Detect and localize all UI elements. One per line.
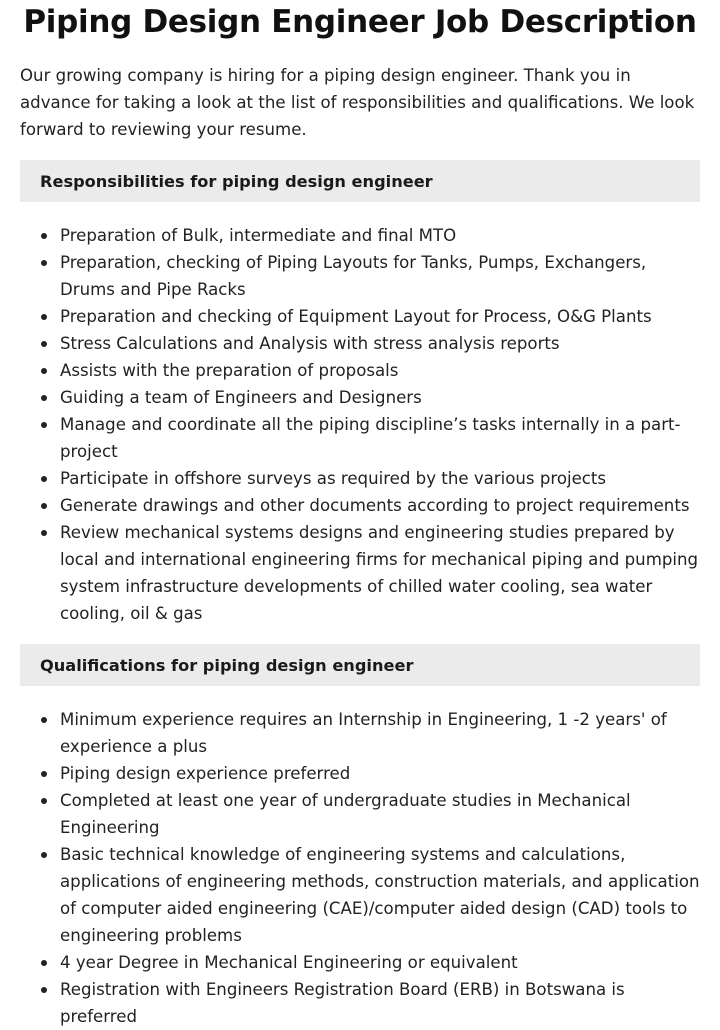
- bullet-icon: [41, 395, 47, 401]
- list-item-text: Assists with the preparation of proposals: [60, 361, 399, 380]
- bullet-icon: [41, 987, 47, 993]
- bullet-icon: [41, 476, 47, 482]
- list-item-text: Preparation, checking of Piping Layouts for Tanks, Pumps, Exchangers, Drums and Pipe Racks: [60, 253, 647, 299]
- list-item: [20, 976, 700, 1030]
- list-item-text: Basic technical knowledge of engineering systems and calculations, applications of engineering methods, construction materials, and application of computer aided engineering (CAE)/computer aided design (CAD) tools to engineering problems: [60, 845, 700, 945]
- list-item: [20, 492, 700, 519]
- list-item-text: Guiding a team of Engineers and Designers: [60, 388, 422, 407]
- bullet-icon: [41, 314, 47, 320]
- list-item-text: Stress Calculations and Analysis with stress analysis reports: [60, 334, 560, 353]
- bullet-icon: [41, 798, 47, 804]
- bullet-icon: [41, 530, 47, 536]
- intro-paragraph: Our growing company is hiring for a piping design engineer. Thank you in advance for taking a look at the list of responsibilities and qualifications. We look forward to reviewing your resume.: [20, 66, 695, 139]
- list-item: [20, 760, 700, 787]
- list-item: [20, 303, 700, 330]
- list-item: [20, 706, 700, 760]
- bullet-icon: [41, 771, 47, 777]
- list-item-text: 4 year Degree in Mechanical Engineering or equivalent: [60, 953, 518, 972]
- list-item-text: Review mechanical systems designs and engineering studies prepared by local and international engineering firms for mechanical piping and pumping system infrastructure developments of chilled water cooling, sea water cooling, oil & gas: [60, 523, 699, 623]
- list-item: [20, 949, 700, 976]
- bullet-icon: [41, 341, 47, 347]
- list-item: [20, 465, 700, 492]
- list-item: [20, 249, 700, 303]
- responsibilities-header: [20, 160, 700, 202]
- list-item: [20, 841, 700, 949]
- bullet-icon: [41, 233, 47, 239]
- qualifications-heading: Qualifications for piping design engineer: [40, 655, 414, 675]
- list-item-text: Minimum experience requires an Internship in Engineering, 1 -2 years' of experience a plus: [60, 710, 667, 756]
- list-item: [20, 222, 700, 249]
- bullet-icon: [41, 503, 47, 509]
- list-item: [20, 330, 700, 357]
- bullet-icon: [41, 422, 47, 428]
- list-item: [20, 357, 700, 384]
- list-item-text: Preparation of Bulk, intermediate and final MTO: [60, 226, 457, 245]
- list-item-text: Preparation and checking of Equipment Layout for Process, O&G Plants: [60, 307, 652, 326]
- responsibilities-heading: Responsibilities for piping design engineer: [40, 171, 433, 191]
- page-title: Piping Design Engineer Job Description: [23, 4, 697, 40]
- list-item: [20, 384, 700, 411]
- qualifications-header: [20, 644, 700, 686]
- list-item-text: Piping design experience preferred: [60, 764, 351, 783]
- bullet-icon: [41, 368, 47, 374]
- list-item: [20, 411, 700, 465]
- bullet-icon: [41, 852, 47, 858]
- list-item: [20, 787, 700, 841]
- list-item-text: Generate drawings and other documents according to project requirements: [60, 496, 690, 515]
- list-item: [20, 519, 700, 627]
- list-item-text: Participate in offshore surveys as required by the various projects: [60, 469, 607, 488]
- list-item-text: Registration with Engineers Registration Board (ERB) in Botswana is preferred: [60, 980, 625, 1026]
- responsibilities-list: [20, 222, 700, 627]
- bullet-icon: [41, 717, 47, 723]
- list-item-text: Manage and coordinate all the piping discipline’s tasks internally in a part-project: [60, 415, 681, 461]
- bullet-icon: [41, 960, 47, 966]
- list-item-text: Completed at least one year of undergraduate studies in Mechanical Engineering: [60, 791, 631, 837]
- qualifications-list: [20, 706, 700, 1030]
- bullet-icon: [41, 260, 47, 266]
